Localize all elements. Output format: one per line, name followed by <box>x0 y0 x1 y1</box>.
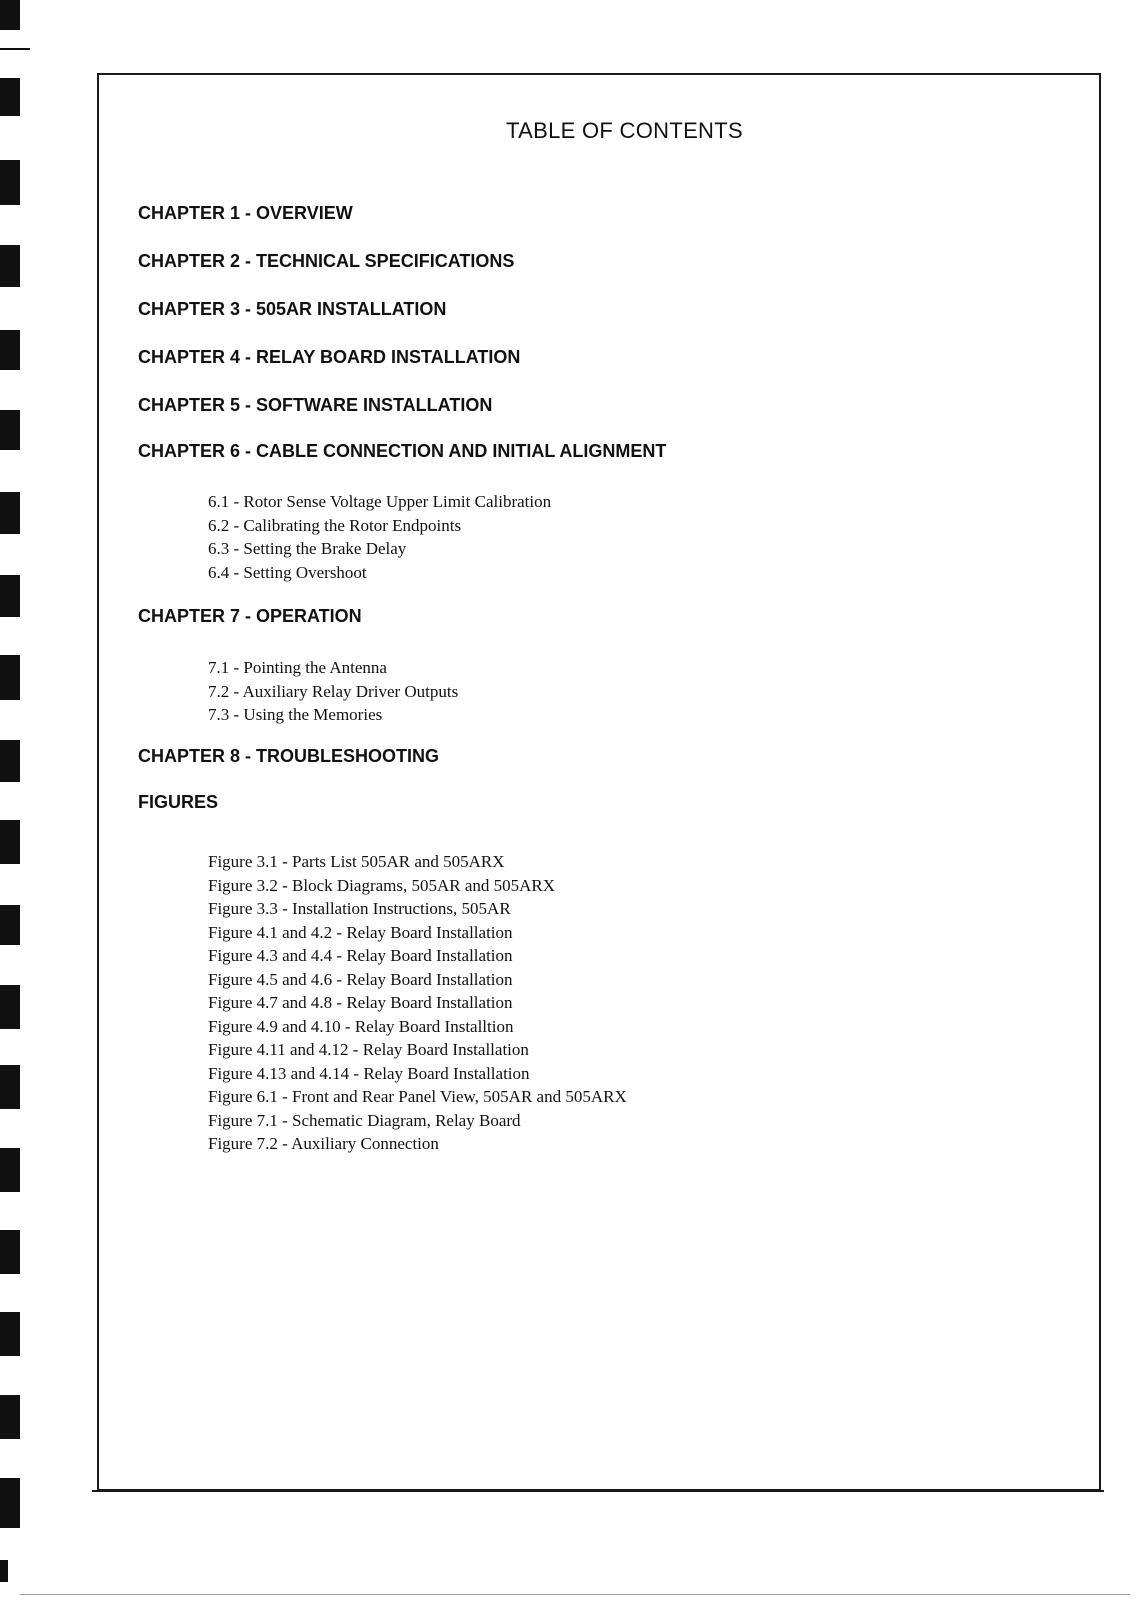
chapter-2-heading: CHAPTER 2 - TECHNICAL SPECIFICATIONS <box>138 251 515 271</box>
list-item: Figure 4.11 and 4.12 - Relay Board Installation <box>208 1040 529 1059</box>
binding-edge <box>0 0 30 1601</box>
binding-mark <box>0 1478 20 1528</box>
frame-bottom-rule <box>92 1490 1104 1492</box>
chapter-6-section-list <box>208 490 551 584</box>
binding-mark <box>0 740 20 782</box>
list-item: Figure 4.5 and 4.6 - Relay Board Installation <box>208 969 513 989</box>
list-item: Figure 7.1 - Schematic Diagram, Relay Board <box>208 1110 521 1130</box>
list-item: 6.1 - Rotor Sense Voltage Upper Limit Calibration <box>208 492 552 511</box>
chapter-7-heading: CHAPTER 7 - OPERATION <box>138 606 362 626</box>
list-item: 7.2 - Auxiliary Relay Driver Outputs <box>208 681 459 701</box>
list-item: Figure 4.1 and 4.2 - Relay Board Installation <box>208 922 513 942</box>
binding-mark <box>0 655 20 700</box>
page-title: TABLE OF CONTENTS <box>506 118 743 143</box>
list-item: Figure 3.1 - Parts List 505AR and 505ARX <box>208 852 505 871</box>
binding-tick <box>0 48 30 50</box>
list-item: 6.4 - Setting Overshoot <box>208 562 367 582</box>
list-item: Figure 7.2 - Auxiliary Connection <box>208 1134 439 1153</box>
list-item: 7.3 - Using the Memories <box>208 705 383 724</box>
chapter-7-section-list <box>208 656 458 727</box>
binding-mark <box>0 1395 20 1439</box>
binding-mark <box>0 78 20 116</box>
binding-mark <box>0 985 20 1029</box>
list-item: Figure 4.9 and 4.10 - Relay Board Installtion <box>208 1016 514 1036</box>
list-item: Figure 4.13 and 4.14 - Relay Board Installation <box>208 1063 530 1083</box>
list-item: 6.2 - Calibrating the Rotor Endpoints <box>208 515 462 535</box>
binding-mark <box>0 1230 20 1274</box>
chapter-4-heading: CHAPTER 4 - RELAY BOARD INSTALLATION <box>138 347 521 367</box>
figures-list <box>208 850 627 1156</box>
chapter-6-heading: CHAPTER 6 - CABLE CONNECTION AND INITIAL ALIGNMENT <box>138 441 667 461</box>
binding-mark <box>0 905 20 945</box>
list-item: Figure 4.3 and 4.4 - Relay Board Installation <box>208 946 513 965</box>
list-item: Figure 3.3 - Installation Instructions, 505AR <box>208 899 511 918</box>
binding-mark <box>0 330 20 370</box>
chapter-3-heading: CHAPTER 3 - 505AR INSTALLATION <box>138 299 447 319</box>
page-bottom-edge <box>20 1594 1130 1595</box>
binding-mark <box>0 1560 8 1582</box>
binding-mark <box>0 492 20 534</box>
binding-mark <box>0 245 20 287</box>
binding-mark <box>0 1065 20 1109</box>
list-item: 7.1 - Pointing the Antenna <box>208 658 387 677</box>
list-item: 6.3 - Setting the Brake Delay <box>208 539 407 558</box>
chapter-5-heading: CHAPTER 5 - SOFTWARE INSTALLATION <box>138 395 493 415</box>
list-item: Figure 3.2 - Block Diagrams, 505AR and 505ARX <box>208 875 556 895</box>
binding-mark <box>0 1312 20 1356</box>
figures-heading: FIGURES <box>138 792 219 812</box>
binding-mark <box>0 410 20 450</box>
list-item: Figure 4.7 and 4.8 - Relay Board Installation <box>208 993 513 1012</box>
binding-mark <box>0 0 20 30</box>
binding-mark <box>0 575 20 617</box>
chapter-1-heading: CHAPTER 1 - OVERVIEW <box>138 203 353 223</box>
binding-mark <box>0 160 20 205</box>
chapter-8-heading: CHAPTER 8 - TROUBLESHOOTING <box>138 746 440 766</box>
list-item: Figure 6.1 - Front and Rear Panel View, 505AR and 505ARX <box>208 1087 627 1106</box>
binding-mark <box>0 1148 20 1192</box>
content-frame <box>97 73 1101 1491</box>
binding-mark <box>0 820 20 864</box>
